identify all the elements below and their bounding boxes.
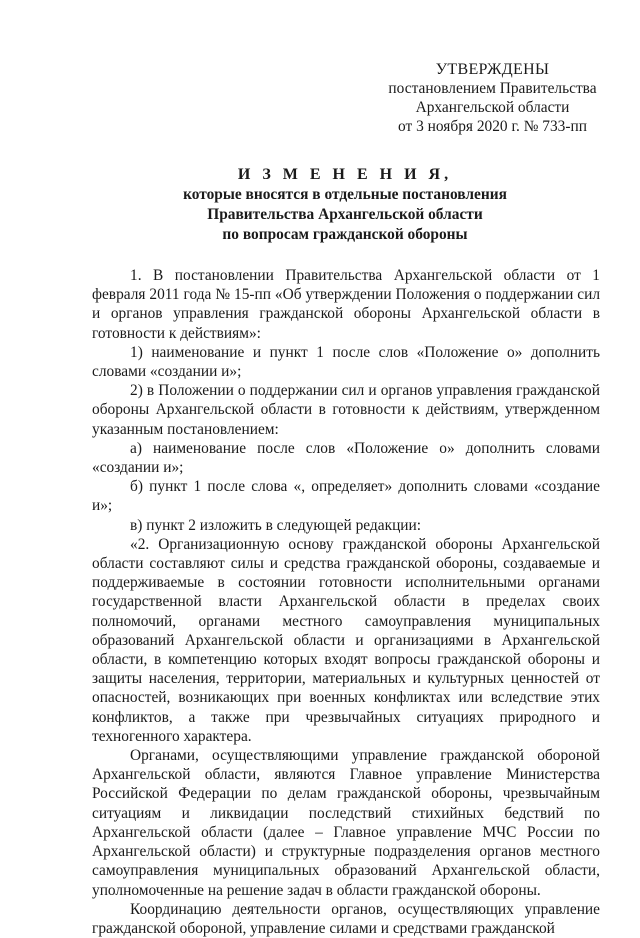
title-line: которые вносятся в отдельные постановления xyxy=(183,186,507,203)
paragraph: 1) наименование и пункт 1 после слов «Положение о» дополнить словами «создании и»; xyxy=(92,343,600,381)
paragraph: 2) в Положении о поддержании сил и органов управления гражданской обороны Архангельской области в готовности к действиям, утвержденном указанным постановлением: xyxy=(92,382,600,438)
title-line: Правительства Архангельской области xyxy=(207,206,483,223)
paragraph: Органами, осуществляющими управление гражданской обороной Архангельской области, являются Главное управление Министерства Российской Федерации по делам гражданской обороны, чрезвычайным ситуациям и ликвидации последствий стихийных бедствий по Архангельской области (далее – Главное управление МЧС России по Архангельской области) и структурные подразделения органов местного самоуправления муниципальных образований Архангельской области, уполномоченные на решение задач в области гражданской обороны. xyxy=(92,747,600,899)
approval-line: постановлением Правительства xyxy=(388,80,597,97)
title-line: по вопросам гражданской обороны xyxy=(222,226,468,243)
paragraph: в) пункт 2 изложить в следующей редакции: xyxy=(130,516,422,534)
title-heading: И З М Е Н Е Н И Я, xyxy=(237,166,453,183)
paragraph: а) наименование после слов «Положение о» дополнить словами «создании и»; xyxy=(92,439,600,477)
approval-stamp xyxy=(380,60,605,136)
approval-line: Архангельской области xyxy=(415,99,570,116)
paragraph: б) пункт 1 после слова «, определяет» дополнить словами «создание и»; xyxy=(92,478,600,515)
approval-date: от 3 ноября 2020 г. № 733-пп xyxy=(398,118,587,135)
paragraph: 1. В постановлении Правительства Архангельской области от 1 февраля 2011 года № 15-пп «Об утверждении Положения о поддержании сил и органов управления гражданской обороны Архангельской области в готовности к действиям»: xyxy=(92,267,600,342)
paragraph: «2. Организационную основу гражданской обороны Архангельской области составляют силы и средства гражданской обороны, создаваемые и поддерживаемые в состоянии готовности исполнительными органами государственной власти Архангельской области в пределах своих полномочий, органами местного самоуправления муниципальных образований Архангельской области и организациями в Архангельской области, в компетенцию которых входят вопросы гражданской обороны и защиты населения, территории, материальных и культурных ценностей от опасностей, возникающих при военных конфликтах или вследствие этих конфликтов, а также при чрезвычайных ситуациях природного и техногенного характера. xyxy=(92,535,600,745)
approval-heading: УТВЕРЖДЕНЫ xyxy=(435,61,550,78)
document-title xyxy=(90,165,600,245)
document-body xyxy=(92,266,600,938)
paragraph: Координацию деятельности органов, осуществляющих управление гражданской обороной, управление силами и средствами гражданской xyxy=(92,900,600,937)
